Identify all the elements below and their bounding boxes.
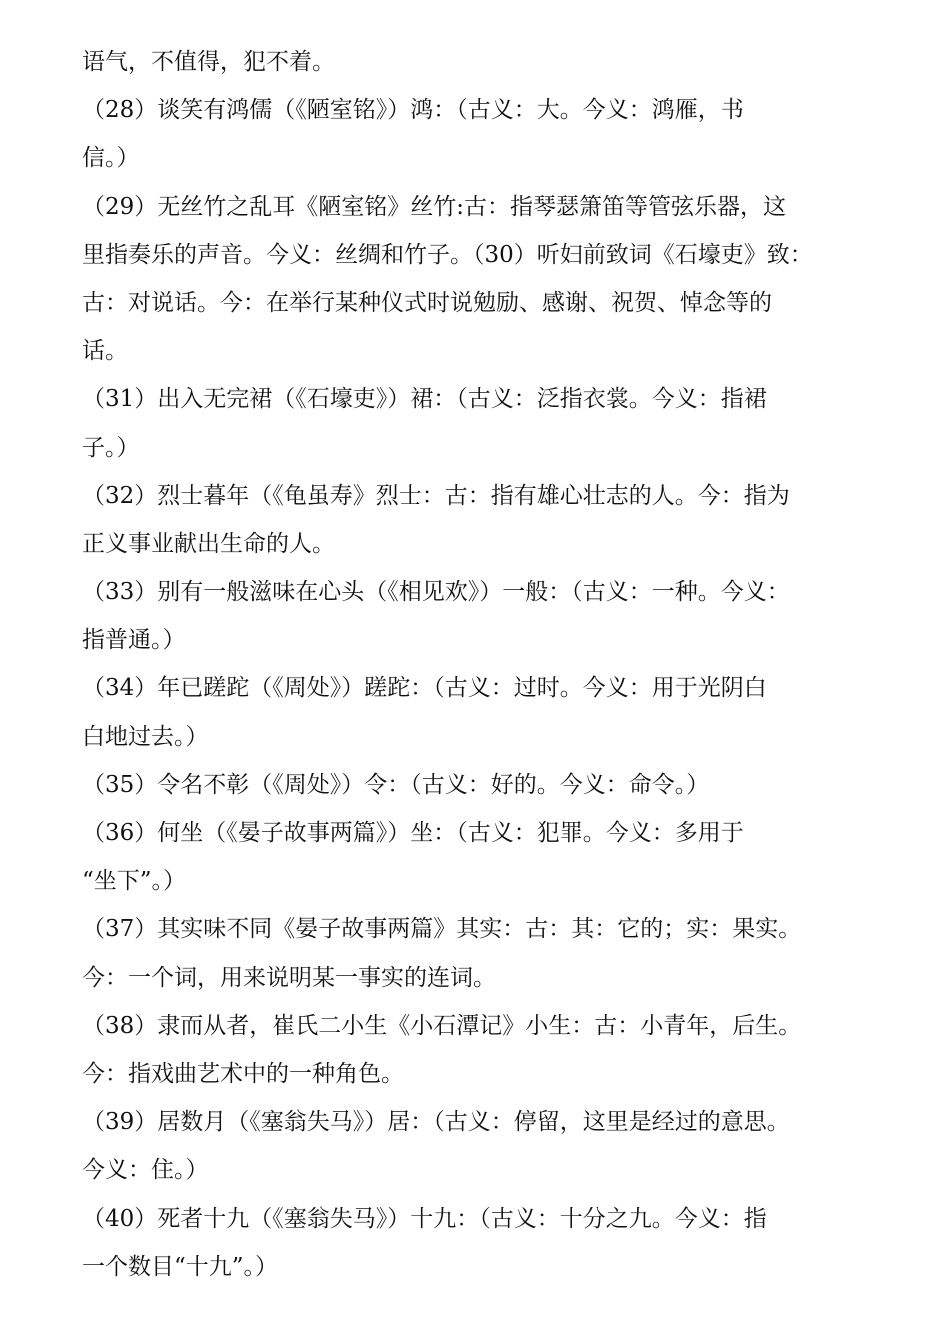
text-line: 指普通。）: [82, 627, 186, 654]
text-line: 古：对说话。今：在举行某种仪式时说勉励、感谢、祝贺、悼念等的: [82, 289, 772, 316]
text-line: 正义事业献出生命的人。: [82, 530, 335, 557]
text-line: （31）出入无完裙（《石壕吏》）裙：（古义：泛指衣裳。今义：指裙: [82, 386, 767, 413]
text-line: 语气，不值得，犯不着。: [82, 49, 335, 75]
text-line: 里指奏乐的声音。今义：丝绸和竹子。（30）听妇前致词《石壕吏》致：: [82, 241, 813, 268]
text-line: （39）居数月（《塞翁失马》）居：（古义：停留，这里是经过的意思。: [82, 1109, 790, 1136]
text-line: 今义：住。）: [82, 1157, 209, 1184]
text-line: 今：一个词，用来说明某一事实的连词。: [82, 964, 496, 991]
text-line: （29）无丝竹之乱耳《陋室铭》丝竹:古：指琴瑟箫笛等管弦乐器，这: [82, 193, 787, 220]
text-line: （36）何坐（《晏子故事两篇》）坐：（古义：犯罪。今义：多用于: [82, 820, 744, 846]
text-line: （34）年已蹉跎（《周处》）蹉跎：（古义：过时。今义：用于光阴白: [82, 675, 767, 702]
text-line: 子。）: [82, 434, 140, 461]
text-line: （37）其实味不同《晏子故事两篇》其实：古：其：它的；实：果实。: [82, 916, 802, 943]
text-line: 白地过去。）: [82, 723, 209, 750]
text-line: （35）令名不彰（《周处》）令：（古义：好的。今义：命令。）: [82, 771, 710, 798]
text-line: 今：指戏曲艺术中的一种角色。: [82, 1060, 404, 1087]
text-line: （33）别有一般滋味在心头（《相见欢》）一般：（古义：一种。今义：: [82, 579, 790, 606]
text-line: （32）烈士暮年（《龟虽寿》烈士：古：指有雄心壮志的人。今：指为: [82, 482, 790, 509]
text-line: 话。: [82, 338, 128, 365]
document-body: [82, 38, 892, 1291]
text-line: （28）谈笑有鸿儒（《陋室铭》）鸿：（古义：大。今义：鸿雁，书: [82, 97, 744, 124]
text-line: （38）隶而从者，崔氏二小生《小石潭记》小生：古：小青年，后生。: [82, 1012, 802, 1039]
text-line: （40）死者十九（《塞翁失马》）十九：（古义：十分之九。今义：指: [82, 1205, 767, 1232]
text-line: “坐下”。）: [82, 868, 187, 895]
text-line: 信。）: [82, 145, 140, 172]
text-line: 一个数目“十九”。）: [82, 1253, 279, 1280]
